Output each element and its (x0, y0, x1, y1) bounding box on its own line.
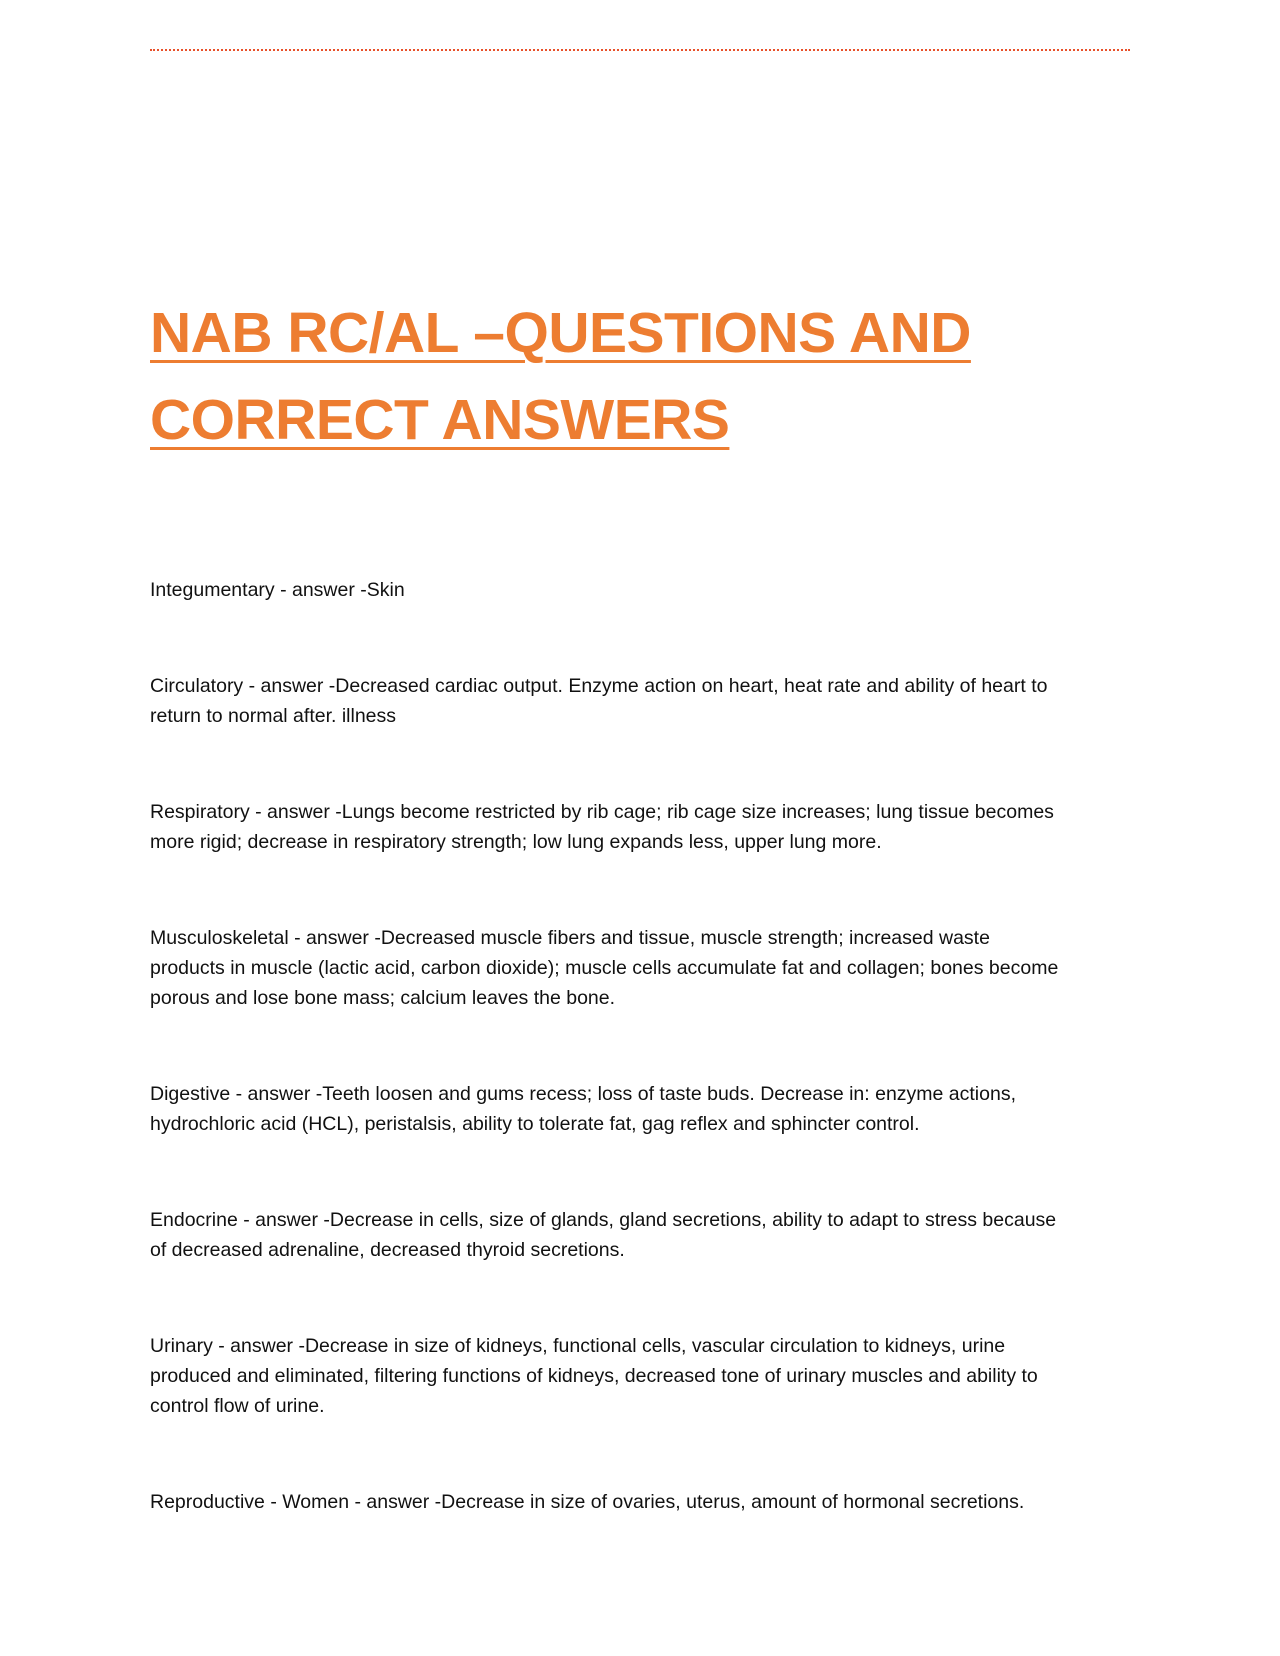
qa-entry-line: hydrochloric acid (HCL), peristalsis, ability to tolerate fat, gag reflex and sphincter control. (150, 1113, 920, 1135)
qa-entry-line: products in muscle (lactic acid, carbon dioxide); muscle cells accumulate fat and collagen; bones become (150, 957, 1059, 979)
qa-entry-line: Musculoskeletal - answer -Decreased muscle fibers and tissue, muscle strength; increased waste (150, 927, 990, 949)
qa-entry (150, 923, 1140, 1013)
qa-entry-line: control flow of urine. (150, 1395, 325, 1417)
qa-entry-line: produced and eliminated, filtering functions of kidneys, decreased tone of urinary muscles and ability to (150, 1365, 1038, 1387)
qa-entry-line: of decreased adrenaline, decreased thyroid secretions. (150, 1239, 625, 1261)
qa-entry-line: Respiratory - answer -Lungs become restricted by rib cage; rib cage size increases; lung tissue becomes (150, 801, 1054, 823)
qa-entry (150, 575, 1140, 605)
qa-entry-line: Urinary - answer -Decrease in size of kidneys, functional cells, vascular circulation to kidneys, urine (150, 1335, 1006, 1357)
qa-entry (150, 1205, 1140, 1265)
qa-entry (150, 1079, 1140, 1139)
qa-entry-line: more rigid; decrease in respiratory strength; low lung expands less, upper lung more. (150, 831, 882, 853)
qa-entry-line: Circulatory - answer -Decreased cardiac output. Enzyme action on heart, heat rate and ability of heart to (150, 675, 1048, 697)
qa-list (150, 575, 1140, 1583)
qa-entry (150, 1331, 1140, 1421)
qa-entry (150, 797, 1140, 857)
qa-entry-line: porous and lose bone mass; calcium leaves the bone. (150, 987, 616, 1009)
qa-entry-line: Digestive - answer -Teeth loosen and gums recess; loss of taste buds. Decrease in: enzyme actions, (150, 1083, 1016, 1105)
qa-entry-line: return to normal after. illness (150, 705, 397, 727)
qa-entry (150, 671, 1140, 731)
qa-entry-line: Reproductive - Women - answer -Decrease in size of ovaries, uterus, amount of hormonal secretions. (150, 1491, 1025, 1513)
header-dotted-rule (150, 49, 1130, 51)
qa-entry-line: Integumentary - answer -Skin (150, 579, 405, 601)
qa-entry-line: Endocrine - answer -Decrease in cells, size of glands, gland secretions, ability to adapt to stress because (150, 1209, 1057, 1231)
title-line-1: NAB RC/AL –QUESTIONS AND (150, 301, 971, 365)
document-title (150, 290, 1130, 464)
qa-entry (150, 1487, 1140, 1517)
title-line-2: CORRECT ANSWERS (150, 388, 730, 452)
